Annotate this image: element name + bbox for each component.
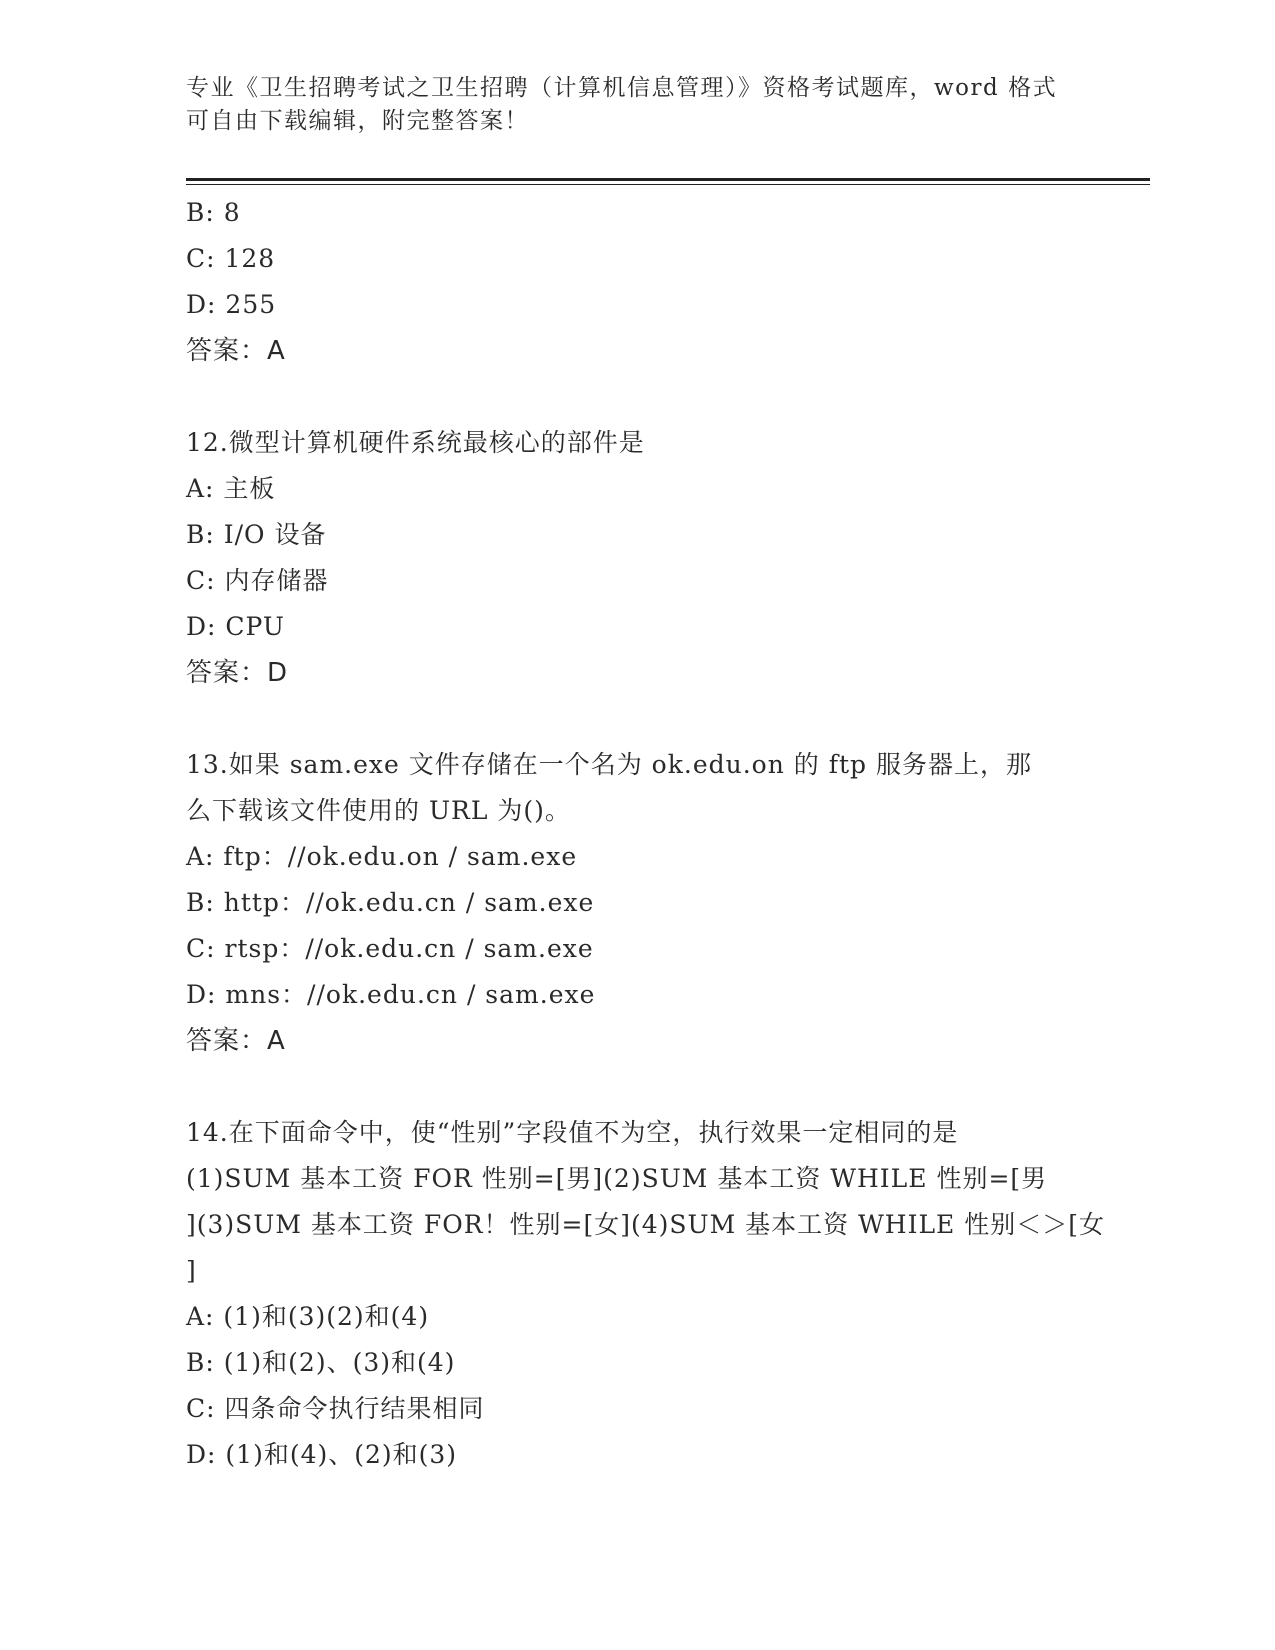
option-c: C: 四条命令执行结果相同 xyxy=(186,1394,485,1423)
question-list xyxy=(186,190,1105,1478)
question-stem-line-3: ](3)SUM 基本工资 FOR！性别=[女](4)SUM 基本工资 WHILE 性别＜＞[女 xyxy=(186,1210,1105,1239)
option-a: A: 主板 xyxy=(186,474,276,503)
question-stem-line-2: 么下载该文件使用的 URL 为()。 xyxy=(186,796,571,825)
spacer xyxy=(186,696,1086,742)
question-stem-line-1: 13.如果 sam.exe 文件存储在一个名为 ok.edu.on 的 ftp 服务器上，那 xyxy=(186,750,1032,779)
option-c: C: 128 xyxy=(186,244,276,273)
answer: 答案：D xyxy=(186,658,289,688)
option-b: B: I/O 设备 xyxy=(186,520,327,549)
question-13 xyxy=(186,742,1086,1064)
option-a: A: (1)和(3)(2)和(4) xyxy=(186,1302,430,1331)
spacer xyxy=(186,1064,1086,1110)
option-b: B: 8 xyxy=(186,198,241,227)
answer: 答案：A xyxy=(186,336,286,366)
document-header xyxy=(186,72,1086,138)
spacer xyxy=(186,374,1086,420)
question-12 xyxy=(186,420,1086,696)
option-d: D: (1)和(4)、(2)和(3) xyxy=(186,1440,458,1469)
header-line-2: 可自由下载编辑，附完整答案！ xyxy=(186,108,529,134)
question-stem: 12.微型计算机硬件系统最核心的部件是 xyxy=(186,428,645,457)
question-11 xyxy=(186,190,1086,374)
option-b: B: (1)和(2)、(3)和(4) xyxy=(186,1348,456,1377)
question-stem-line-4: ] xyxy=(186,1256,197,1285)
option-d: D: mns：//ok.edu.cn / sam.exe xyxy=(186,980,596,1009)
header-divider-thick xyxy=(186,178,1150,181)
option-b: B: http：//ok.edu.cn / sam.exe xyxy=(186,888,595,917)
header-divider-thin xyxy=(186,184,1150,185)
option-d: D: CPU xyxy=(186,612,285,641)
option-d: D: 255 xyxy=(186,290,277,319)
option-c: C: rtsp：//ok.edu.cn / sam.exe xyxy=(186,934,594,963)
question-stem-line-2: (1)SUM 基本工资 FOR 性别=[男](2)SUM 基本工资 WHILE 性别=[男 xyxy=(186,1164,1048,1193)
option-a: A: ftp：//ok.edu.on / sam.exe xyxy=(186,842,578,871)
header-line-1: 专业《卫生招聘考试之卫生招聘（计算机信息管理）》资格考试题库，word 格式 xyxy=(186,75,1058,101)
option-c: C: 内存储器 xyxy=(186,566,329,595)
answer: 答案：A xyxy=(186,1026,286,1056)
question-stem-line-1: 14.在下面命令中，使“性别”字段值不为空，执行效果一定相同的是 xyxy=(186,1118,959,1147)
question-14 xyxy=(186,1110,1105,1478)
